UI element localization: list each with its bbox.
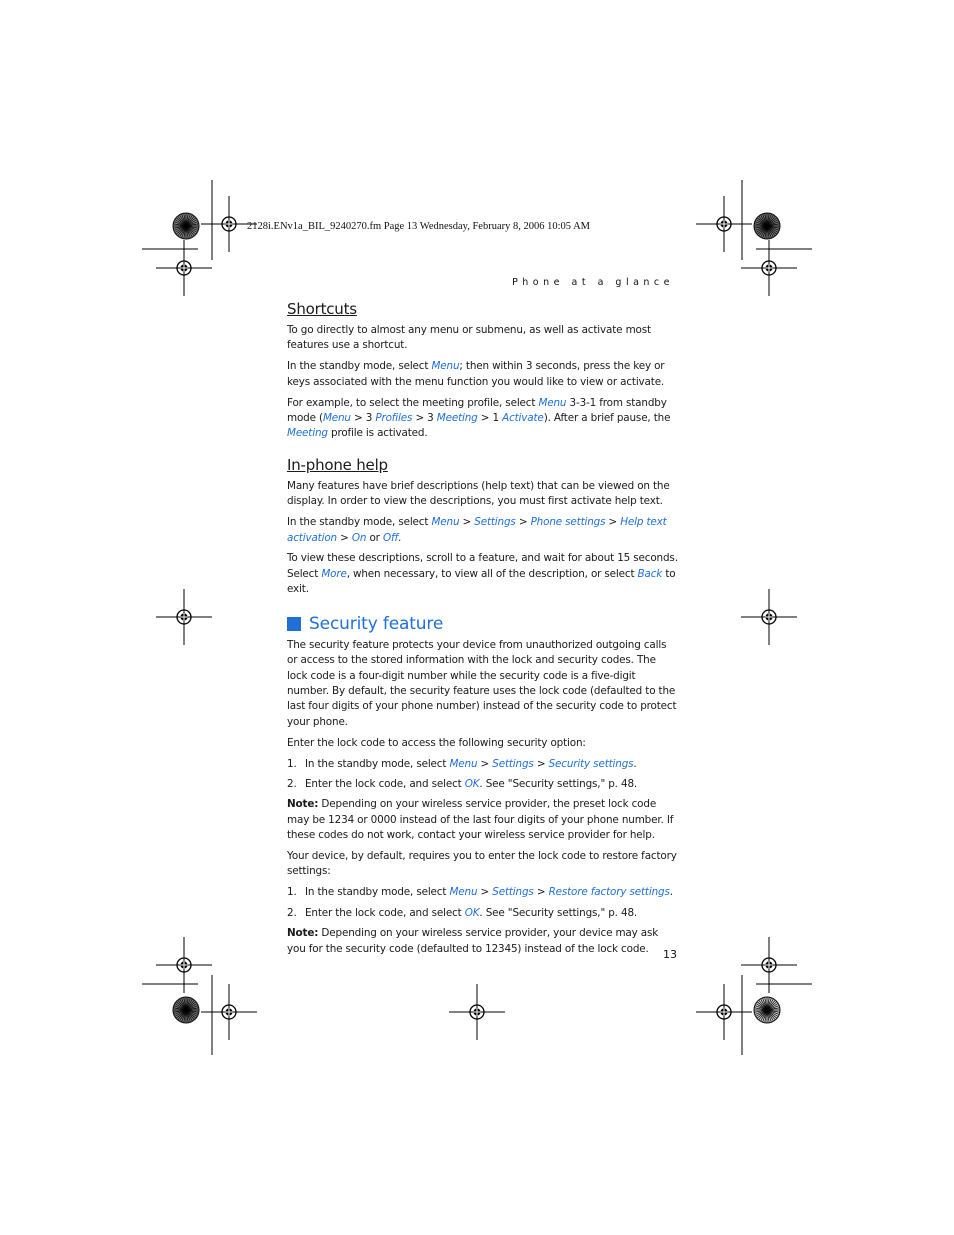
meeting-link[interactable]: Meeting [287, 427, 328, 440]
off-link[interactable]: Off [382, 531, 398, 544]
section-square-icon [287, 617, 301, 631]
ok-link[interactable]: OK [464, 777, 480, 790]
on-link[interactable]: On [351, 531, 367, 544]
security-option-intro: Enter the lock code to access the following security option: [287, 736, 586, 749]
registration-mark-icon [156, 589, 212, 645]
shortcuts-heading: Shortcuts [287, 300, 357, 318]
menu-link[interactable]: Menu [431, 516, 460, 529]
registration-mark-icon [741, 589, 797, 645]
back-link[interactable]: Back [637, 567, 663, 580]
menu-link[interactable]: Menu [431, 360, 460, 373]
restore-intro: Your device, by default, requires you to enter the lock code to restore factory settings: [287, 850, 677, 878]
gray-wheel-mark-icon [754, 997, 780, 1023]
meeting-link[interactable]: Meeting [436, 412, 478, 425]
list-item: 1. In the standby mode, select Menu > Settings > Security settings. [287, 757, 637, 770]
help-path: In the standby mode, select Menu > Settings > Phone settings > Help text activation > On or Off. [287, 516, 667, 544]
list-item: 1. In the standby mode, select Menu > Settings > Restore factory settings. [287, 886, 673, 899]
registration-mark-icon [741, 240, 797, 296]
settings-link[interactable]: Settings [474, 516, 516, 529]
menu-link[interactable]: Menu [449, 757, 478, 770]
registration-mark-icon [201, 984, 257, 1040]
shortcuts-intro: To go directly to almost any menu or submenu, as well as activate most features use a shortcut. [287, 324, 651, 352]
activate-link[interactable]: Activate [502, 412, 544, 425]
help-text-activation-link[interactable]: Help text activation [287, 516, 667, 544]
security-heading: Security feature [287, 612, 679, 636]
settings-link[interactable]: Settings [492, 757, 534, 770]
list-item: 2. Enter the lock code, and select OK. See "Security settings," p. 48. [287, 777, 638, 790]
shortcuts-standby: In the standby mode, select Menu; then within 3 seconds, press the key or keys associated with the menu function you would like to view or activate. [287, 360, 665, 388]
profiles-link[interactable]: Profiles [375, 412, 413, 425]
registration-mark-icon [156, 937, 212, 993]
menu-link[interactable]: Menu [322, 412, 351, 425]
help-heading: In-phone help [287, 455, 388, 474]
note-security-code: Note: Depending on your wireless service provider, your device may ask you for the security code (defaulted to 12345) instead of the lock code. [287, 927, 659, 955]
more-link[interactable]: More [321, 567, 347, 580]
registration-mark-icon [696, 196, 752, 252]
shortcuts-example: For example, to select the meeting profile, select Menu 3-3-1 from standby mode (Menu > 3 Profiles > 3 Meeting > 1 Activate). After a brief pause, the Meeting profile is activated. [287, 396, 671, 440]
menu-link[interactable]: Menu [538, 396, 567, 409]
color-wheel-mark-icon [173, 213, 199, 239]
registration-mark-icon [696, 984, 752, 1040]
color-wheel-mark-icon [754, 213, 780, 239]
help-intro: Many features have brief descriptions (help text) that can be viewed on the display. In order to view the descriptions, you must first activate help text. [287, 479, 670, 508]
security-intro: The security feature protects your device from unauthorized outgoing calls or access to the stored information with the lock and security codes. The lock code is a four-digit number while the security code is a five-digit number. By default, the security feature uses the lock code (defaulted to the last four digits of your phone number) instead of the security code to protect your phone. [287, 638, 677, 728]
registration-mark-icon [449, 984, 505, 1040]
registration-mark-icon [741, 937, 797, 993]
help-view: To view these descriptions, scroll to a feature, and wait for about 15 seconds. Select More, when necessary, to view all of the description, or select Back to exit. [287, 552, 678, 596]
list-item: 2. Enter the lock code, and select OK. See "Security settings," p. 48. [287, 906, 638, 919]
settings-link[interactable]: Settings [492, 886, 534, 899]
page-content [287, 298, 679, 963]
registration-mark-icon [156, 240, 212, 296]
note-lock-code: Note: Depending on your wireless service provider, the preset lock code may be 1234 or 0000 instead of the last four digits of your phone number. If these codes do not work, contact your wireless service provider for help. [287, 798, 674, 842]
ok-link[interactable]: OK [464, 906, 480, 919]
security-settings-link[interactable]: Security settings [548, 757, 634, 770]
page-number: 13 [663, 948, 677, 961]
running-head: Phone at a glance [512, 277, 674, 288]
restore-factory-settings-link[interactable]: Restore factory settings [548, 886, 670, 899]
file-header: 2128i.ENv1a_BIL_9240270.fm Page 13 Wednesday, February 8, 2006 10:05 AM [247, 221, 590, 232]
phone-settings-link[interactable]: Phone settings [530, 516, 606, 529]
color-wheel-mark-icon [173, 997, 199, 1023]
menu-link[interactable]: Menu [449, 886, 478, 899]
